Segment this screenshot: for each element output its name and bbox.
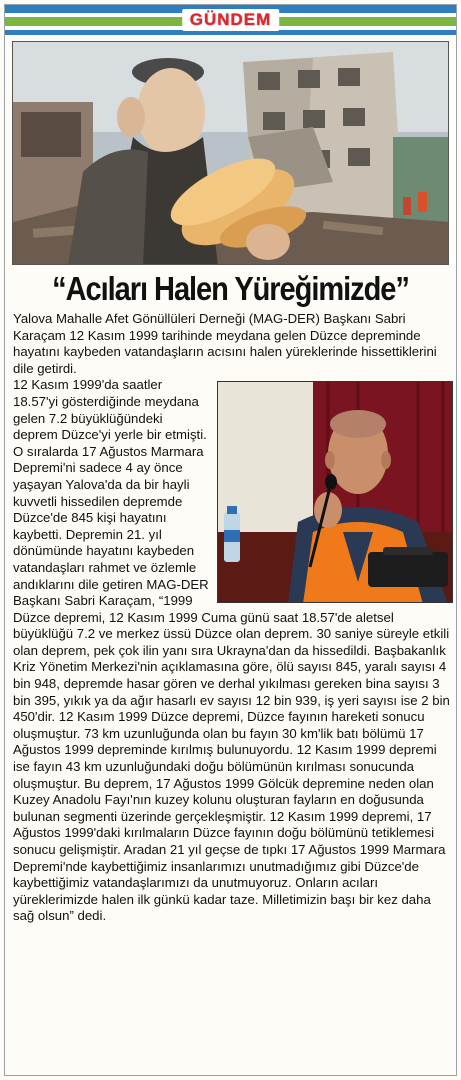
- article-paragraph: Yalova Mahalle Afet Gönüllüleri Derneği (MAG-DER) Başkanı Sabri Karaçam 12 Kasım 1999 tarihinde meydana gelen Düzce depreminde hayatını kaybeden vatandaşların acısını halen yüreklerinde hissettiklerini dile getirdi.: [13, 311, 437, 376]
- section-banner: [5, 5, 456, 35]
- section-title: GÜNDEM: [182, 9, 280, 31]
- earthquake-survivor-photo: [12, 41, 449, 265]
- article-paragraph: 12 Kasım 1999'da saatler 18.57'yi gösterdiğinde meydana gelen 7.2 büyüklüğündeki deprem Düzce'yi yerle bir etmişti. O sıralarda 17 Ağustos Marmara Depremi'ni sadece 4 ay önce yaşayan Yalova'da da bir hayli kuvvetli hissedilen depremde Düzce'de 845 kişi hayatını kaybetti. Depremin 21. yıl dönümünde hayatını kaybeden vatandaşları rahmet ve özlemle andıklarını dile getiren MAG-DER Başkanı Sabri Karaçam, “1999 Düzce depremi, 12 Kasım 1999 Cuma günü saat 18.57'de aletsel büyüklüğü 7.2 ve merkez üssü Düzce olan deprem. 30 saniye süreyle etkili olan deprem, pek çok ilin yanı sıra Ukrayna'dan da hissedildi. Başbakanlık Kriz Yönetim Merkezi'nin açıklamasına göre, ölü sayısı 845, yaralı sayısı 4 bin 948, depremde hasar gören ve derhal yıkılması gereken bina sayısı 3 bin 395, yıkık ya da ağır hasarlı ev sayısı 12 bin 939, iş yeri sayısı ise 2 bin 450'dir. 12 Kasım 1999 Düzce depremi, Düzce fayının hareketi sonucu oluşmuştur. 73 km uzunluğunda olan bu fayın 30 km'lik batı bölümü 17 Ağustos 1999 depreminde kırılmış bulunuyordu. 12 Kasım 1999 depremi ise fayın 43 km uzunluğundaki doğu bölümünün kırılması sonucunda oluşmuştur. Bu deprem, 17 Ağustos 1999 Gölcük depremine neden olan Kuzey Anadolu Fayı'nın kuzey kolunu oluşturan fayların en doğusunda bulunan segmenti üzerinde gerçekleşmiştir. 12 Kasım 1999 depremi, 17 Ağustos 1999'daki kırılmaların Düzce fayının doğu bölümünü tetiklemesi sonucu gelişmiştir. Aradan 21 yıl geçse de tıpkı 17 Ağustos 1999 Marmara Depremi'nde kaybettiğimiz insanlarımızı unutmadığımız gibi Düzce'de kaybettiğimiz vatandaşlarımızı da unutmuyoruz. Onların acıları yüreklerimizde halen ilk günkü kadar taze. Milletimizin başı bir kez daha sağ olsun” dedi.: [13, 377, 450, 924]
- article-body: [13, 311, 453, 925]
- speaker-photo: [217, 381, 453, 603]
- headline: “Acıları Halen Yüreğimizde”: [52, 270, 409, 307]
- news-clipping: [4, 4, 457, 1076]
